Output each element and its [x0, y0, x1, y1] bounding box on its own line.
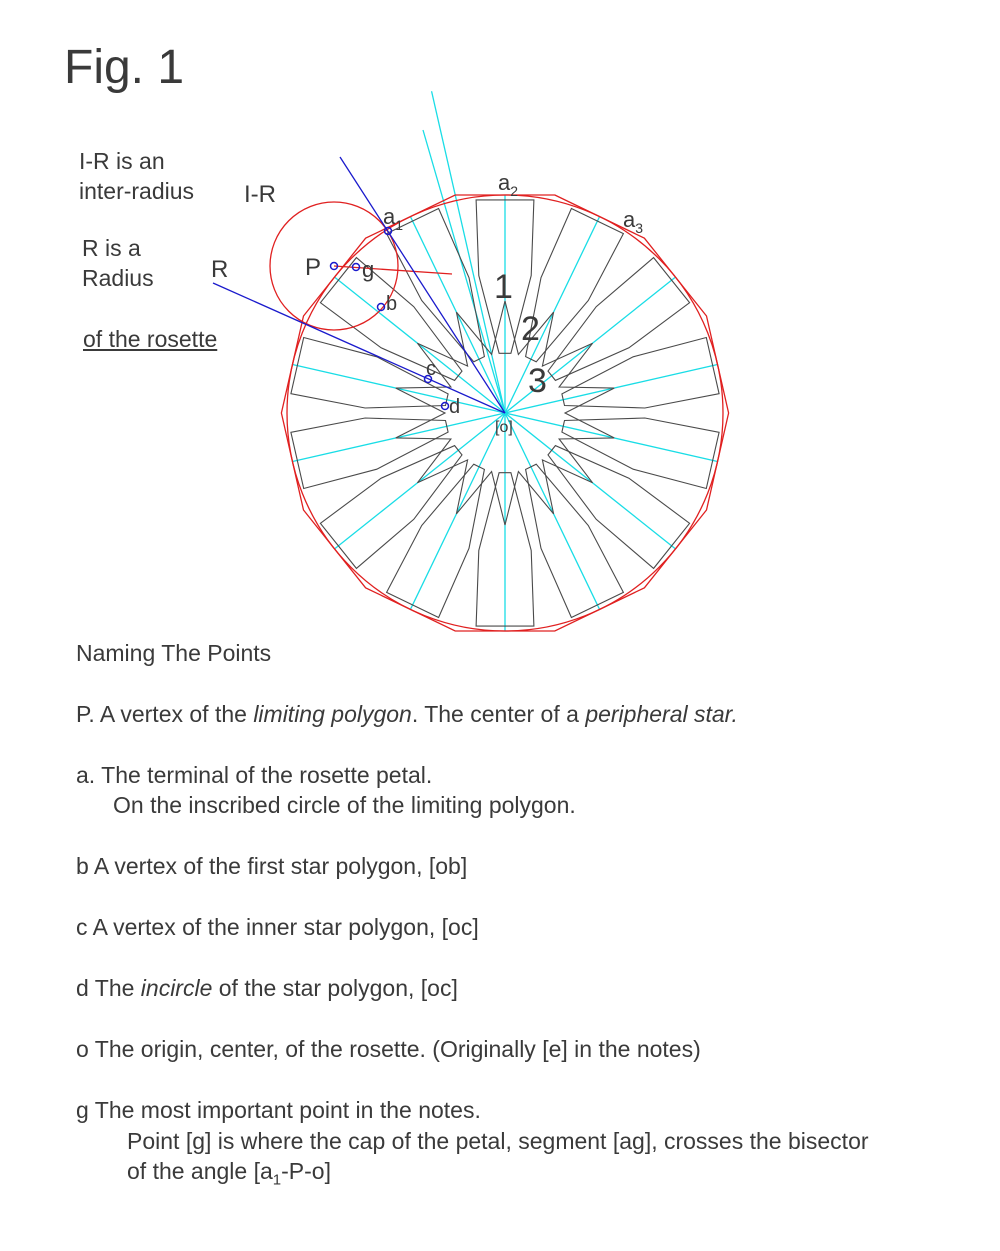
- note-r-line1: R is a: [82, 235, 141, 261]
- label-a2: $a_2$: [498, 170, 519, 199]
- label-radius: R: [211, 256, 229, 283]
- label-inter-radius: I-R: [244, 181, 276, 208]
- radius-line: [292, 413, 505, 462]
- figure-title: Fig. 1: [64, 41, 185, 94]
- legend-item-o: o The origin, center, of the rosette. (Originally [e] in the notes): [76, 1036, 701, 1062]
- radius-line: [505, 413, 718, 462]
- legend-item-c: c A vertex of the inner star polygon, [oc]: [76, 914, 479, 940]
- legend-item-b: b A vertex of the first star polygon, [ob]: [76, 853, 468, 879]
- legend-item-a-line2: On the inscribed circle of the limiting polygon.: [113, 792, 576, 818]
- label-origin: [o]: [495, 419, 513, 436]
- legend-item-g-line3: of the angle $[a_1-P-o]$: [127, 1158, 331, 1189]
- radius-line: [410, 217, 505, 413]
- inter-radius-line: [432, 91, 505, 413]
- note-ir-line2: inter-radius: [79, 178, 195, 204]
- legend-item-g-line1: g The most important point in the notes.: [76, 1097, 481, 1123]
- legend-heading: Naming The Points: [76, 640, 272, 666]
- radius-line: [410, 413, 505, 609]
- label-zone-3: 3: [528, 362, 547, 400]
- note-ir-line1: I-R is an: [79, 148, 165, 174]
- radius-line: [505, 413, 600, 609]
- legend-item-a-line1: a. The terminal of the rosette petal.: [76, 762, 433, 788]
- note-rosette: of the rosette: [83, 326, 218, 352]
- legend-item-P: P. A vertex of the limiting polygon. The center of a peripheral star.: [76, 701, 738, 727]
- label-d: d: [449, 396, 461, 418]
- limiting-polygon: [270, 195, 729, 631]
- label-zone-1: 1: [494, 268, 513, 306]
- legend-item-g-line2: Point [g] is where the cap of the petal, segment [ag], crosses the bisector: [127, 1128, 869, 1154]
- points: [331, 228, 449, 410]
- label-P: P: [305, 254, 322, 281]
- label-c: c: [426, 358, 436, 380]
- radius-R-line: [213, 283, 505, 413]
- radius-line: [292, 364, 505, 413]
- note-r-line2: Radius: [82, 265, 154, 291]
- label-zone-2: 2: [521, 310, 540, 348]
- legend-item-d: d The incircle of the star polygon, [oc]: [76, 975, 458, 1001]
- label-g: g: [362, 257, 375, 282]
- label-b: b: [386, 293, 398, 315]
- radius-line: [505, 217, 600, 413]
- label-a1: $a_1$: [383, 204, 404, 233]
- label-a3: $a_3$: [623, 207, 644, 236]
